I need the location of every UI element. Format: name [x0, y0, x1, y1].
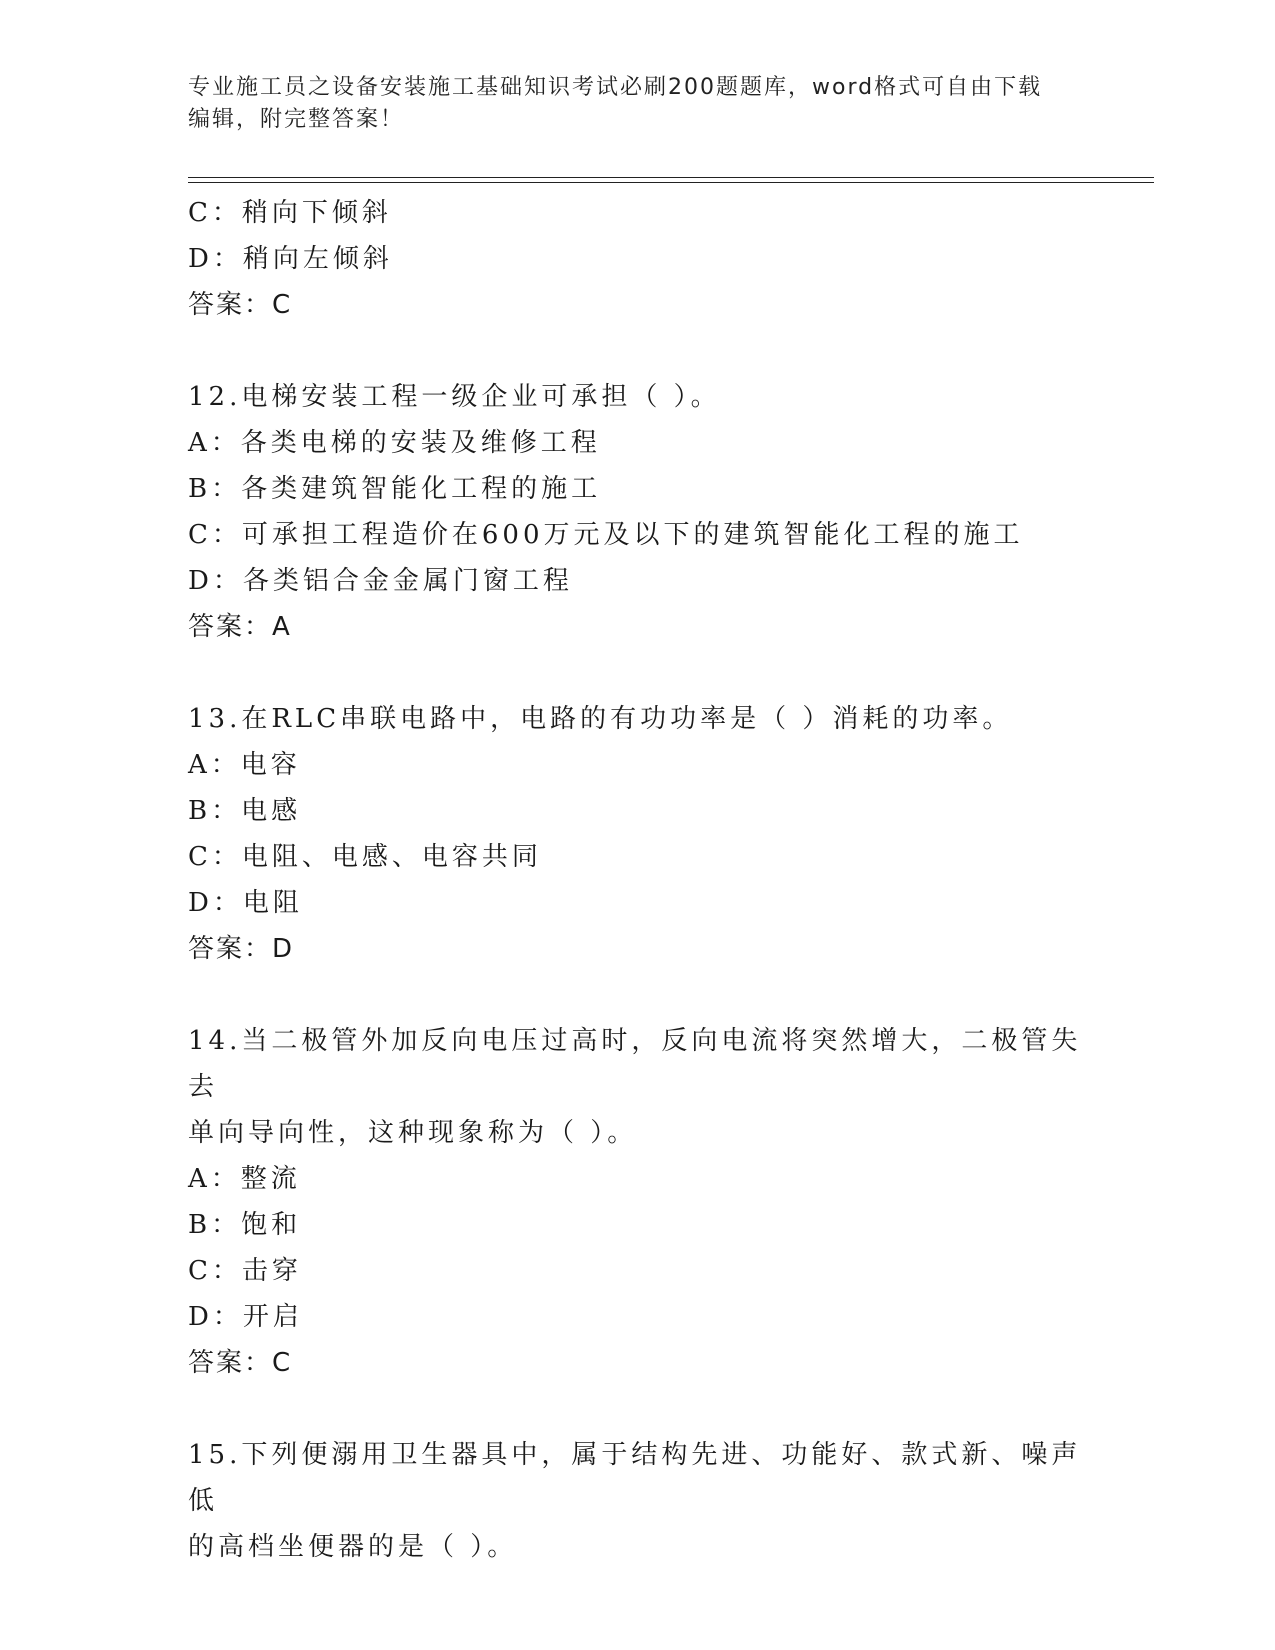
option-c: C：可承担工程造价在600万元及以下的建筑智能化工程的施工	[188, 520, 1024, 550]
option-b: B：各类建筑智能化工程的施工	[188, 474, 602, 504]
option-a: A：整流	[188, 1164, 301, 1194]
answer-line: 答案：D	[188, 934, 295, 964]
question-text-line-2: 的高档坐便器的是（ ）。	[188, 1532, 518, 1562]
option-c: C：电阻、电感、电容共同	[188, 842, 542, 872]
option-c: C：稍向下倾斜	[188, 198, 392, 228]
question-12	[188, 374, 1088, 650]
option-b: B：电感	[188, 796, 302, 826]
header-title-line-1: 专业施工员之设备安装施工基础知识考试必刷200题题库，word格式可自由下载	[188, 75, 1043, 100]
question-text-line-2: 单向导向性，这种现象称为（ ）。	[188, 1118, 638, 1148]
option-c: C：击穿	[188, 1256, 302, 1286]
question-text-line-1: 15.下列便溺用卫生器具中，属于结构先进、功能好、款式新、噪声低	[188, 1440, 1082, 1516]
option-d: D：各类铝合金金属门窗工程	[188, 566, 573, 596]
question-11-fragment	[188, 190, 1088, 328]
question-text-line-1: 14.当二极管外加反向电压过高时，反向电流将突然增大，二极管失去	[188, 1026, 1082, 1102]
question-text: 13.在RLC串联电路中，电路的有功功率是（ ）消耗的功率。	[188, 704, 1013, 734]
header-divider-top	[188, 177, 1154, 178]
option-b: B：饱和	[188, 1210, 302, 1240]
option-d: D：开启	[188, 1302, 303, 1332]
answer-line: 答案：C	[188, 290, 293, 320]
question-14	[188, 1018, 1088, 1386]
option-d: D：电阻	[188, 888, 303, 918]
answer-line: 答案：C	[188, 1348, 293, 1378]
question-content	[188, 190, 1088, 1570]
option-d: D：稍向左倾斜	[188, 244, 393, 274]
option-a: A：电容	[188, 750, 301, 780]
question-text: 12.电梯安装工程一级企业可承担（ ）。	[188, 382, 721, 412]
answer-line: 答案：A	[188, 612, 292, 642]
document-header	[188, 72, 1068, 136]
question-13	[188, 696, 1088, 972]
question-15	[188, 1432, 1088, 1570]
header-title-line-2: 编辑，附完整答案！	[188, 107, 405, 132]
option-a: A：各类电梯的安装及维修工程	[188, 428, 601, 458]
header-divider-bottom	[188, 182, 1154, 183]
